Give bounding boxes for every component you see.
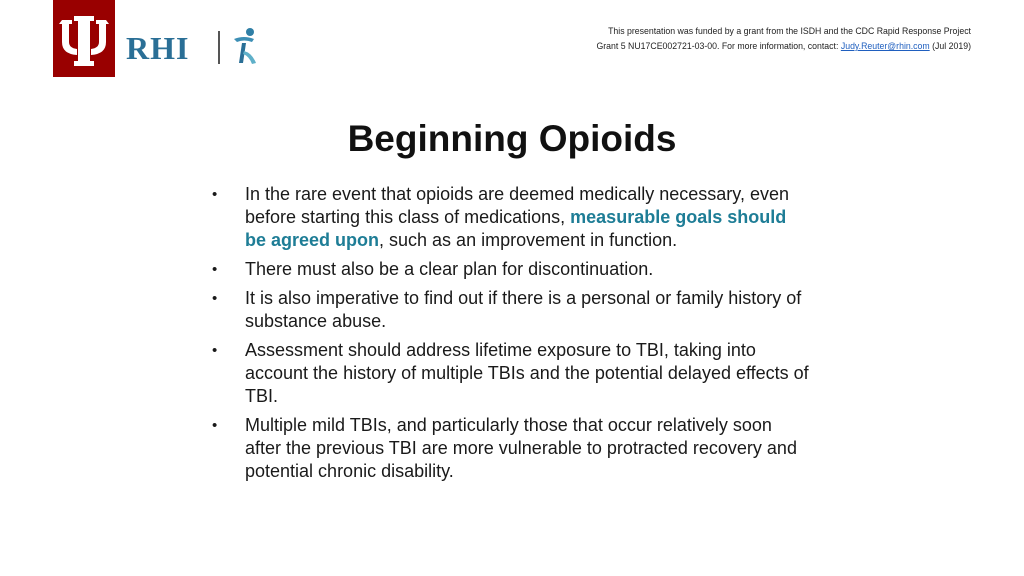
slide-title: Beginning Opioids <box>347 118 677 159</box>
bullet-icon: • <box>212 342 218 359</box>
funding-notice <box>548 24 971 54</box>
bullet-item <box>210 258 810 281</box>
bullet-text: In the rare event that opioids are deemed medically necessary, even before starting this class of medications, <box>245 184 789 227</box>
bullet-icon: • <box>212 261 218 278</box>
brand-divider <box>218 31 220 64</box>
contact-email-link[interactable]: Judy.Reuter@rhin.com <box>840 41 930 52</box>
bullet-item <box>210 287 810 333</box>
bullet-text: There must also be a clear plan for discontinuation. <box>245 259 654 279</box>
bullet-item <box>210 183 810 252</box>
funding-line-1: This presentation was funded by a grant from the ISDH and the CDC Rapid Response Project <box>608 26 971 37</box>
bullet-icon: • <box>212 186 218 203</box>
bullet-text: It is also imperative to find out if there is a personal or family history of substance abuse. <box>245 288 802 331</box>
bullet-icon: • <box>212 417 218 434</box>
bullet-text: Assessment should address lifetime exposure to TBI, taking into account the history of multiple TBIs and the potential delayed effects of TBI. <box>245 340 809 406</box>
bullet-item <box>210 339 810 408</box>
bullet-item <box>210 414 810 483</box>
funding-line-2 <box>548 39 971 54</box>
iu-trident-logo <box>53 0 115 77</box>
bullet-icon: • <box>212 290 218 307</box>
funding-grant-text: Grant 5 NU17CE002721-03-00. For more information, contact: <box>596 41 841 52</box>
funding-date: (Jul 2019) <box>929 41 971 52</box>
rhi-runner-icon <box>228 27 264 67</box>
bullet-list <box>210 183 810 489</box>
trident-icon <box>53 0 115 77</box>
highlighted-text: measurable goals should be agreed upon <box>245 207 787 250</box>
bullet-text-cont: , such as an improvement in function. <box>379 230 678 250</box>
bullet-text: Multiple mild TBIs, and particularly those that occur relatively soon after the previous TBI are more vulnerable to protracted recovery and potential chronic disability. <box>245 415 797 481</box>
rhi-brand-text: RHI <box>126 30 190 66</box>
